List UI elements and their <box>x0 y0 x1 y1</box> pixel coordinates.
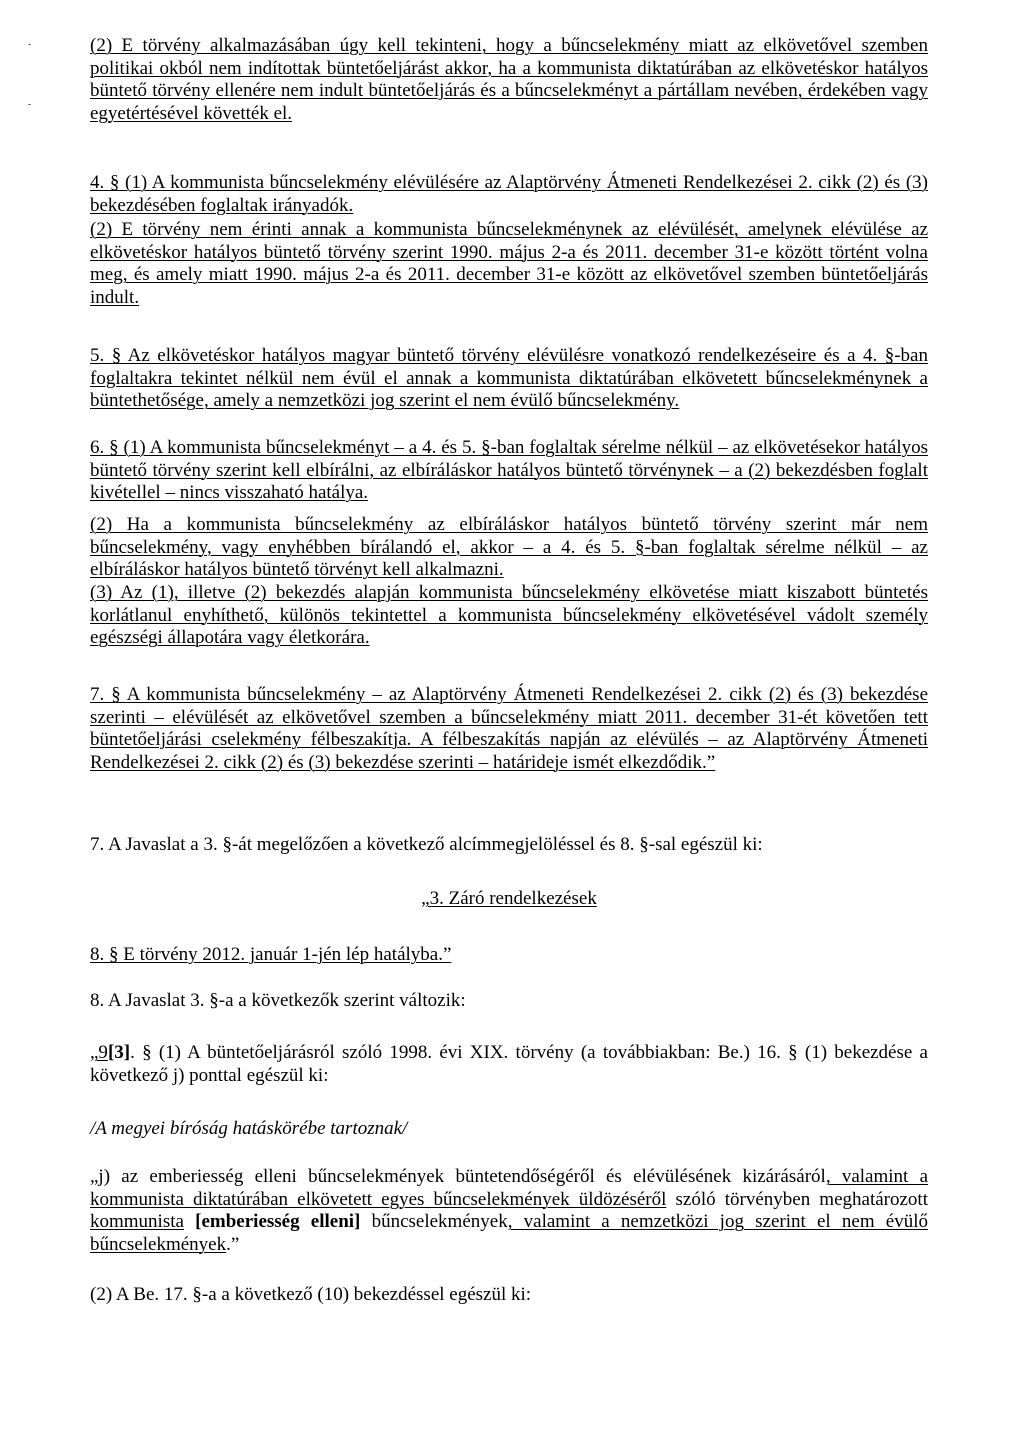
section-8: 8. § E törvény 2012. január 1-jén lép hatályba.” <box>90 944 452 965</box>
scan-mark-2 <box>28 104 31 105</box>
section-9-text: . § (1) A büntetőeljárásról szóló 1998. évi XIX. törvény (a továbbiakban: Be.) 16. § (1) bekezdése a következő j) ponttal egészül ki: <box>90 1042 928 1086</box>
point-j-part-1: „j) az emberiesség elleni bűncselekmények büntetendőségéről és elévülésének kizárásáról <box>90 1166 826 1187</box>
amendment-7-text: 7. A Javaslat a 3. §-át megelőzően a következő alcímmegjelöléssel és 8. §-sal egészül ki: <box>90 834 763 855</box>
closing-provisions-subtitle: „3. Záró rendelkezések <box>421 888 597 909</box>
point-j-text <box>90 1166 928 1256</box>
section-6-paragraph-1: 6. § (1) A kommunista bűncselekményt – a 4. és 5. §-ban foglaltak sérelme nélkül – az elkövetésekor hatályos büntető törvény szerint kell elbírálni, az elbíráláskor hatályos büntető törvénynek – a (2) bekezdésben foglalt kivétellel – nincs visszaható hatálya. <box>90 437 928 503</box>
section-6-paragraph-3: (3) Az (1), illetve (2) bekezdés alapján kommunista bűncselekmény elkövetése miatt kiszabott büntetés korlátlanul enyhíthető, különös tekintettel a kommunista bűncselekmény elkövetésével vádolt személy egészségi állapotára vagy életkorára. <box>90 582 928 648</box>
be-17-amendment: (2) A Be. 17. §-a a következő (10) bekezdéssel egészül ki: <box>90 1284 532 1305</box>
section-4-paragraph-2: (2) E törvény nem érinti annak a kommunista bűncselekménynek az elévülését, amelynek elévülése az elkövetéskor hatályos büntető törvény szerint 1990. május 2-a és 2011. december 31-e között történt volna meg, és amely miatt 1990. május 2-a és 2011. december 31-e között az elkövetővel szemben büntetőeljárás indult. <box>90 219 928 308</box>
point-j-part-5-bold: [emberiesség elleni] <box>183 1211 361 1232</box>
point-j-part-2: , valamint a kommunista diktatúrában elkövetett egyes bűncselekmények üldözéséről <box>90 1166 929 1210</box>
section-6-paragraph-2: (2) Ha a kommunista bűncselekmény az elbíráláskor hatályos büntető törvény szerint már nem bűncselekmény, vagy enyhébben bírálandó el, akkor – a 4. és 5. §-ban foglaltak sérelme nélkül – az elbíráláskor hatályos büntető törvényt kell alkalmazni. <box>90 514 928 580</box>
section-9-bold-number: [3] <box>107 1042 131 1063</box>
section-9-prefix: „9 <box>90 1042 108 1063</box>
point-j-part-3: szóló törvényben meghatározott <box>666 1188 928 1210</box>
point-j-part-4: kommunista <box>90 1211 184 1232</box>
section-7: 7. § A kommunista bűncselekmény – az Alaptörvény Átmeneti Rendelkezései 2. cikk (2) és (3) bekezdése szerinti – elévülését az elkövetővel szemben a bűncselekmény miatt 2011. december 31-ét követően tett büntetőeljárási cselekmény félbeszakítja. A félbeszakítás napján az elévülés – az Alaptörvény Átmeneti Rendelkezései 2. cikk (2) és (3) bekezdése szerinti – határideje ismét elkezdődik.” <box>90 684 928 773</box>
paragraph-2-intro: (2) E törvény alkalmazásában úgy kell tekinteni, hogy a bűncselekmény miatt az elkövetővel szemben politikai okból nem indítottak büntetőeljárást akkor, ha a kommunista diktatúrában az elkövetéskor hatályos büntető törvény ellenére nem indult büntetőeljárás és a bűncselekményt a pártállam nevében, érdekében vagy egyetértésével követték el. <box>90 35 928 124</box>
section-4-paragraph-1: 4. § (1) A kommunista bűncselekmény elévülésére az Alaptörvény Átmeneti Rendelkezései 2. cikk (2) és (3) bekezdésében foglaltak irányadók. <box>90 172 928 216</box>
section-9-paragraph-1 <box>90 1042 928 1087</box>
scan-mark-1 <box>28 44 31 45</box>
amendment-8-text: 8. A Javaslat 3. §-a a következők szerint változik: <box>90 990 466 1011</box>
point-j-part-6: bűncselekmények <box>360 1211 508 1232</box>
point-j-part-7: , valamint a nemzetközi jog szerint el nem évülő bűncselekmények <box>90 1211 928 1255</box>
point-j-part-8: .” <box>226 1233 240 1255</box>
section-5: 5. § Az elkövetéskor hatályos magyar büntető törvény elévülésre vonatkozó rendelkezéseire és a 4. §-ban foglaltakra tekintet nélkül nem évül el annak a kommunista diktatúrában elkövetett bűncselekménynek a büntethetősége, amely a nemzetközi jog szerint el nem évülő bűncselekmény. <box>90 345 928 411</box>
italic-heading: /A megyei bíróság hatáskörébe tartoznak/ <box>90 1118 408 1139</box>
